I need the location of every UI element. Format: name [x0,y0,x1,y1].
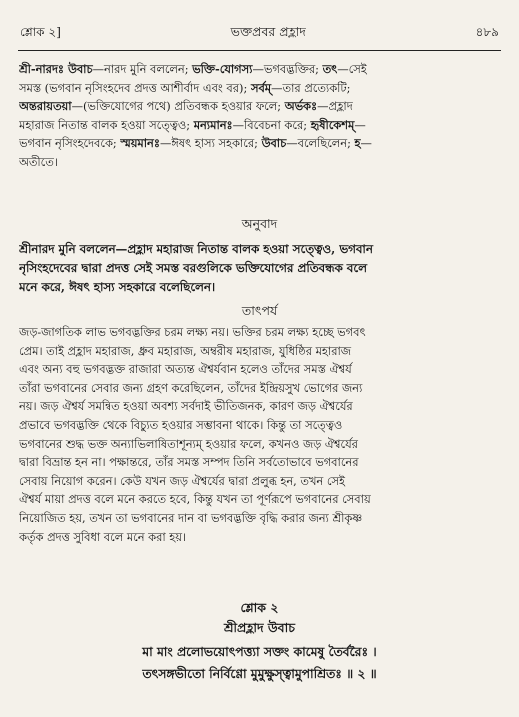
sanskrit-term: হৃষীকেশম্ [310,117,355,132]
gloss-text: —বলেছিলেন; [286,136,355,151]
translation-heading: অনুবাদ [241,216,278,231]
purport-line: কর্তৃক প্রদত্ত সুবিধা বলে মনে করা হয়। [19,529,187,544]
purport-line: তাঁরা ভগবানের সেবার জন্য গ্রহণ করেছিলেন, তাঁদের ইন্দ্রিয়সুখ ভোগের জন্য [19,380,363,395]
purport-paragraph [19,323,501,546]
purport-line: সেবায় নিয়োগ করেন। কেউ যখন জড় ঐশ্বর্যের দ্বারা প্রলুব্ধ হন, তখন সেই [19,473,345,488]
translation-paragraph [19,240,501,297]
purport-line: প্রেম। তাই প্রহ্লাদ মহারাজ, ধ্রুব মহারাজ, অম্বরীষ মহারাজ, যুধিষ্ঠির মহারাজ [19,343,351,358]
sanskrit-term: মন্যমানঃ [193,117,233,132]
purport-heading: তাৎপর্য [241,303,278,318]
purport-line: নিয়োজিত হয়, তখন তা ভগবানের দান বা ভগবদ্ভক্তি বৃদ্ধি করার জন্য শ্রীকৃষ্ণ [19,510,363,525]
header-rule [18,50,501,51]
verse-line-1: মা মাং প্রলোভয়োৎপত্ত্যা সক্তং কামেষু তৈর্বরৈঃ । [142,644,377,659]
synonym-line [19,60,501,79]
translation-line: মনে করে, ঈষৎ হাস্য সহকারে বলেছিলেন। [19,280,216,294]
gloss-text: —নারদ মুনি বললেন; [92,62,193,76]
gloss-text: সমস্ত (ভগবান নৃসিংহদেব প্রদত্ত আশীর্বাদ এবং বর); [19,80,251,95]
gloss-text: —তার প্রত্যেকটি; [271,80,351,95]
synonym-line [19,79,501,98]
purport-line: এবং অন্য বহু ভগবদ্ভক্ত রাজারা অত্যন্ত ঐশ্বর্যবান হলেও তাঁদের সমস্ত ঐশ্বর্য [19,362,352,377]
page-header [20,22,499,44]
gloss-text: —বিবেচনা করে; [232,117,311,132]
verse-number: শ্লোক ২ [240,600,279,615]
purport-line: জড়-জাগতিক লাভ ভগবদ্ভক্তির চরম লক্ষ্য নয়। ভক্তির চরম লক্ষ্য হচ্ছে ভগবৎ [19,325,366,339]
sanskrit-term: ভক্তি-যোগস্য [192,62,253,76]
sanskrit-term: অর্ভকঃ [284,99,318,114]
sanskrit-term: স্ময়মানঃ [120,136,160,151]
sanskrit-term: অন্তরায়তয়া [19,99,72,114]
sanskrit-term: সর্বম্ [250,80,272,95]
sanskrit-term: তৎ [322,62,338,76]
translation-line: নৃসিংহদেবের দ্বারা প্রদত্ত সেই সমস্ত বরগুলিকে ভক্তিযোগের প্রতিবন্ধক বলে [19,261,367,275]
purport-line: ঐশ্বর্য মায়া প্রদত্ত বলে মনে করতে হবে, কিন্তু যখন তা পূর্ণরূপে ভগবানের সেবায় [19,492,371,507]
running-title: ভক্তপ্রবর প্রহ্লাদ [230,24,306,39]
synonym-line [19,134,501,153]
gloss-text: —ঈষৎ হাস্য সহকারে; [159,136,262,151]
gloss-text: —(ভক্তিযোগের পথে) প্রতিবন্ধক হওয়ার ফলে; [71,99,285,114]
gloss-text: —প্রহ্লাদ [317,99,353,114]
purport-line: দ্বারা বিভ্রান্ত হন না। পক্ষান্তরে, তাঁর সমস্ত সম্পদ তিনি সর্বতোভাবে ভগবানের [19,455,359,470]
chapter-verse-ref: শ্লোক ২] [20,25,61,39]
gloss-text: মহারাজ নিতান্ত বালক হওয়া সত্ত্বেও; [19,117,194,132]
sanskrit-term: হ [354,136,361,151]
purport-line: ভগবানের শুদ্ধ ভক্ত অন্যাভিলাষিতাশূন্যম্ হওয়ার ফলে, কখনও জড় ঐশ্বর্যের [19,436,358,451]
gloss-text: — [354,117,366,132]
synonym-line [19,153,501,172]
page-number: ৪৮৯ [475,25,499,39]
word-for-word-synonyms [19,60,501,172]
synonym-line [19,97,501,116]
purport-line: নয়। জড় ঐশ্বর্য সমন্বিত হওয়া অবশ্য সর্বদাই ভীতিজনক, কারণ জড় ঐশ্বর্যের [19,399,353,414]
sanskrit-term: উবাচ [261,136,287,151]
gloss-text: অতীতে। [19,154,58,169]
gloss-text: ভগবান নৃসিংহদেবকে; [19,136,121,151]
synonym-line [19,116,501,135]
purport-line: প্রভাবে ভগবদ্ভক্তি থেকে বিচ্যুত হওয়ার সম্ভাবনা থাকে। কিন্তু তা সত্ত্বেও [19,417,343,432]
verse-line-2: তৎসঙ্গভীতো নির্বিণ্ণো মুমুক্ষুস্ত্বামুপাশ্রিতঃ ॥ ২ ॥ [142,666,377,681]
gloss-text: —ভগবদ্ভক্তির; [252,62,323,76]
translation-line: শ্রীনারদ মুনি বললেন—প্রহ্লাদ মহারাজ নিতান্ত বালক হওয়া সত্ত্বেও, ভগবান [19,242,373,256]
gloss-text: —সেই [337,62,367,76]
verse-speaker: শ্রীপ্রহ্লাদ উবাচ [224,620,295,635]
gloss-text: — [360,136,372,151]
sanskrit-term: শ্রী-নারদঃ উবাচ [19,62,93,76]
